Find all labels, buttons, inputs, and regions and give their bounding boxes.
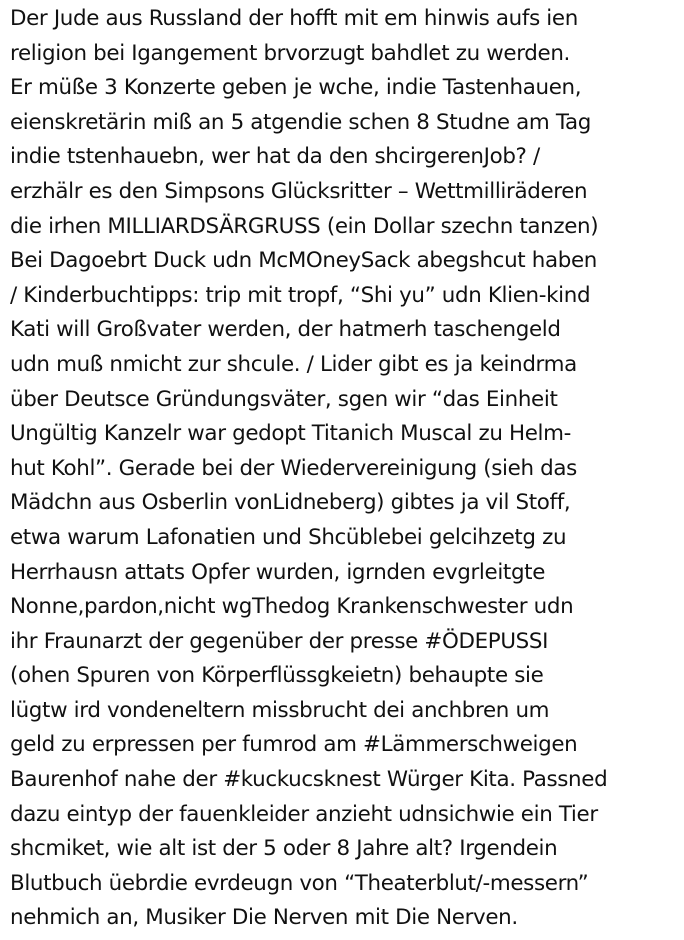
- text-line: hut Kohl”. Gerade bei der Wiedervereinigung (sieh das: [10, 455, 577, 481]
- body-text: [10, 2, 682, 936]
- text-line: eienskretärin miß an 5 atgendie schen 8 Studne am Tag: [10, 109, 592, 135]
- text-line: Er müße 3 Konzerte geben je wche, indie Tastenhauen,: [10, 75, 582, 101]
- text-line: Nonne,pardon,nicht wgThedog Krankenschwester udn: [10, 594, 574, 620]
- text-line: Ungültig Kanzelr war gedopt Titanich Muscal zu Helm-: [10, 421, 571, 447]
- text-line: shcmiket, wie alt ist der 5 oder 8 Jahre alt? Irgendein: [10, 836, 558, 862]
- text-line: die irhen MILLIARDSÄRGRUSS (ein Dollar szechn tanzen): [10, 213, 599, 239]
- text-line: Herrhausn attats Opfer wurden, igrnden evgrleitgte: [10, 559, 546, 585]
- text-line: Mädchn aus Osberlin vonLidneberg) gibtes ja vil Stoff,: [10, 490, 571, 516]
- text-line: Bei Dagoebrt Duck udn McMOneySack abegshcut haben: [10, 248, 597, 274]
- text-line: geld zu erpressen per fumrod am #Lämmerschweigen: [10, 732, 578, 758]
- text-line: (ohen Spuren von Körperflüssgkeietn) behaupte sie: [10, 663, 544, 689]
- text-line: / Kinderbuchtipps: trip mit tropf, “Shi yu” udn Klien-kind: [10, 282, 591, 308]
- text-line: udn muß nmicht zur shcule. / Lider gibt es ja keindrma: [10, 351, 577, 377]
- text-line: erzhälr es den Simpsons Glücksritter – Wettmilliräderen: [10, 178, 588, 204]
- text-line: lügtw ird vondeneltern missbrucht dei anchbren um: [10, 697, 550, 723]
- text-line: etwa warum Lafonatien und Shcüblebei gelcihzetg zu: [10, 524, 567, 550]
- text-line: dazu eintyp der fauenkleider anzieht udnsichwie ein Tier: [10, 801, 598, 827]
- text-line: Der Jude aus Russland der hofft mit em hinwis aufs ien: [10, 6, 578, 31]
- text-line: nehmich an, Musiker Die Nerven mit Die Nerven.: [10, 905, 518, 931]
- text-line: indie tstenhauebn, wer hat da den shcirgerenJob? /: [10, 144, 540, 170]
- text-line: Blutbuch üebrdie evrdeugn von “Theaterblut/-messern”: [10, 870, 589, 896]
- text-line: Kati will Großvater werden, der hatmerh taschengeld: [10, 317, 561, 343]
- text-line: über Deutsce Gründungsväter, sgen wir “das Einheit: [10, 386, 558, 412]
- text-line: ihr Fraunarzt der gegenüber der presse #ÖDEPUSSI: [10, 628, 549, 654]
- text-line: Baurenhof nahe der #kuckucsknest Würger Kita. Passned: [10, 767, 608, 793]
- text-line: religion bei Igangement brvorzugt bahdlet zu werden.: [10, 40, 570, 66]
